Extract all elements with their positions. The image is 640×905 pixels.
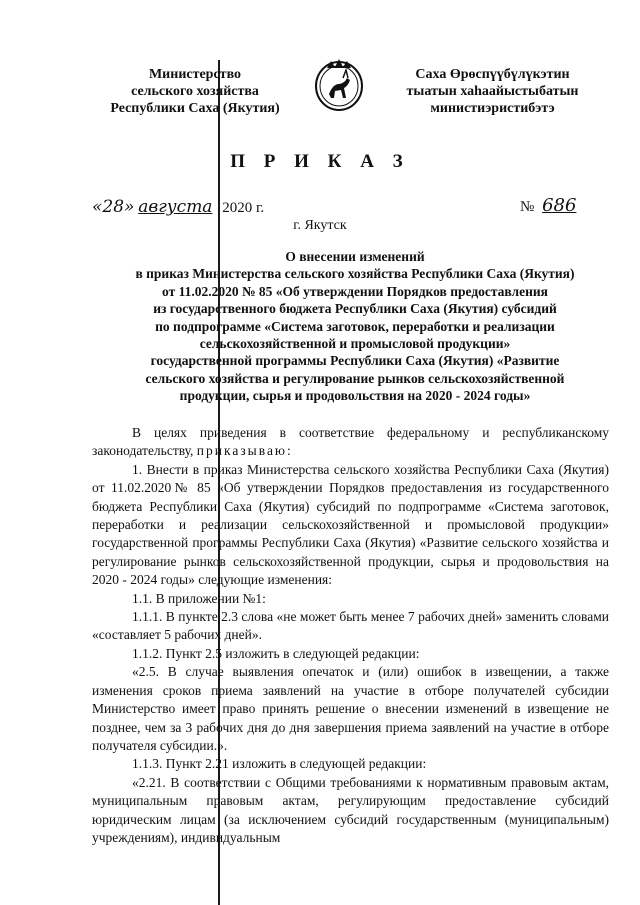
header-right-line: Саха Өрөспүүбүлүкэтин [415,67,570,82]
subject-line: от 11.02.2020 № 85 «Об утверждении Порядков предоставления [162,283,548,299]
item-1-1-2: 1.1.2. Пункт 2.5 изложить в следующей редакции: [132,645,420,661]
ministry-name-yakut [385,66,600,117]
intro-paragraph [92,424,609,461]
item-1-1-1: 1.1.1. В пункте 2.3 слова «не может быть менее 7 рабочих дней» заменить словами «составляет 5 рабочих дней». [92,609,609,643]
handwritten-month: августа [138,197,213,217]
subject-line: О внесении изменений [285,249,425,264]
subject-line: по подпрограмме «Система заготовок, переработки и реализации [155,318,555,334]
item-1: 1. Внести в приказ Министерства сельского хозяйства Республики Саха (Якутия) от 11.02.2020№ 85 «Об утверждении Порядков предоставления из государственного бюджета Республики Саха (Якутия) субсидий по подпрограмме «Система заготовок, переработки и реализации сельскохозяйственной и промысловой продукции» государственной программы Республики Саха (Якутия) «Развитие сельского хозяйства и регулирование рынков сельскохозяйственной продукции, сырья и продовольствия на 2020 - 2024 годы» следующие изменения: [92,461,609,588]
order-body [92,424,609,847]
intro-text: В целях приведения в соответствие федеральному и республиканскому законодательству, [92,425,609,459]
order-word: приказываю: [196,443,293,459]
header-left-line: сельского хозяйства [131,84,259,99]
header-right-line: тыатын хаһаайыстыбатын [406,84,579,99]
subject-line: сельскохозяйственной и промысловой продукции» [199,336,511,352]
coat-of-arms-emblem [313,56,365,112]
order-year: 2020 г. [222,200,265,216]
handwritten-number: 686 [542,195,577,216]
subject-line: из государственного бюджета Республики Саха (Якутия) субсидий [153,301,557,317]
header-right-line: министиэристибэтэ [430,101,555,116]
quote-2-21: «2.21. В соответствии с Общими требованиями к нормативным правовым актам, муниципальным правовым актам, регулирующим предоставление субсидий юридическим лицам (за исключением субсидий государственным (муниципальным) учреждениям), индивидуальным [92,774,609,845]
subject-line: продукции, сырья и продовольствия на 2020 - 2024 годы» [179,388,531,404]
subject-line: сельского хозяйства и регулирование рынков сельскохозяйственной [145,370,565,386]
document-title: П Р И К А З [230,151,410,172]
order-number [520,195,576,216]
handwritten-day: «28» [92,197,135,217]
order-date [92,197,264,217]
order-city: г. Якутск [293,218,347,233]
item-1-1-3: 1.1.3. Пункт 2.21 изложить в следующей редакции: [132,756,427,772]
quote-2-5: «2.5. В случае выявления опечаток и (или) ошибок в извещении, а также изменения сроков приема заявлений на участие в отборе получателей субсидии Министерство имеет право принять решение о внесении изменений в извещение не позднее, чем за 3 рабочих дня до дня завершения приема заявлений на участие в отборе получателя субсидии.». [92,664,609,753]
subject-line: государственной программы Республики Саха (Якутия) «Развитие [150,353,560,369]
subject-line: в приказ Министерства сельского хозяйства Республики Саха (Якутия) [135,266,575,282]
ministry-name-russian [95,66,295,117]
header-left-line: Республики Саха (Якутия) [110,101,280,116]
item-1-1: 1.1. В приложении №1: [132,590,266,606]
order-subject [95,248,615,405]
header-left-line: Министерство [148,67,242,82]
number-prefix: № [520,199,535,215]
